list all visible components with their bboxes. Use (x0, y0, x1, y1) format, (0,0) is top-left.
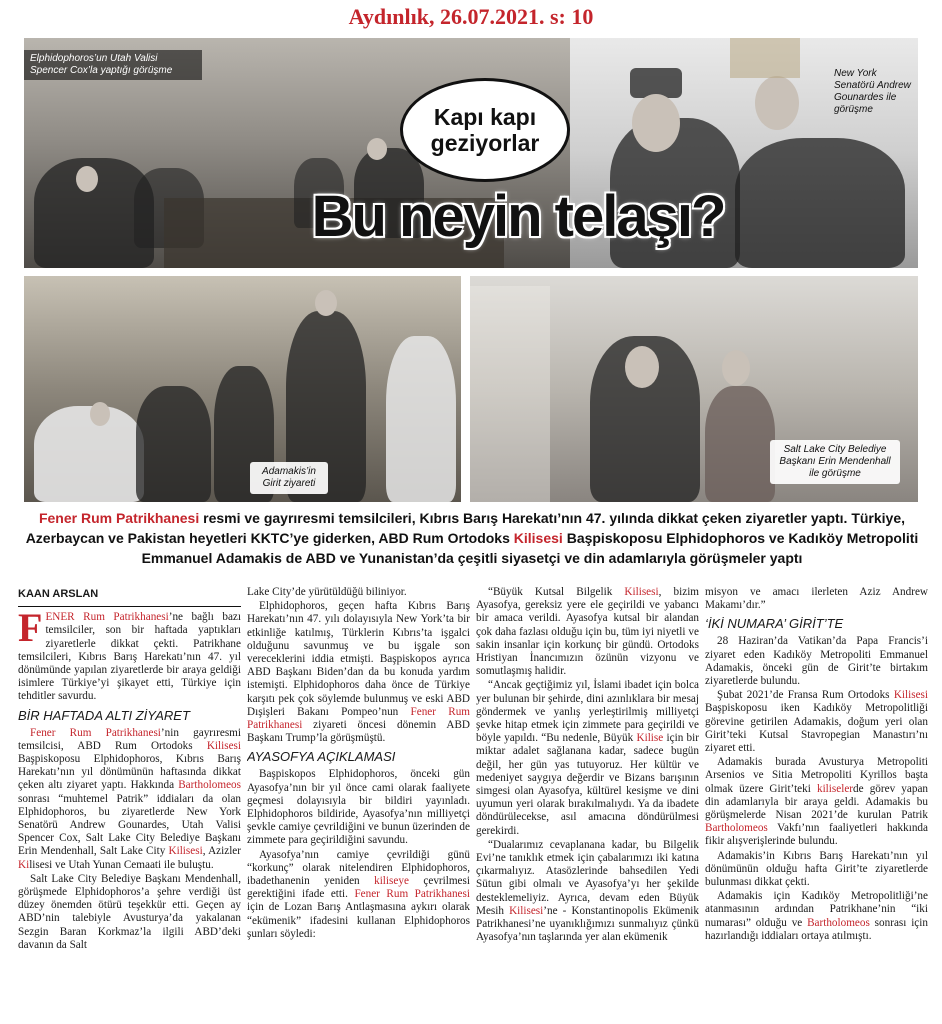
highlight-span: Ki (18, 858, 30, 871)
text-span: Başpiskoposu Elphidophoros, Kıbrıs Barış Harekatı’nın yıl dönümünün haftasında dikkat çeken altı ziyaret yaptı. Hakkında (18, 753, 241, 792)
text-span: Ayasofya’nın camiye çevrildiği günü “korkunç” olarak nitelendiren Elphidophoros, ibadethanenin yeniden (247, 848, 470, 888)
paragraph (18, 727, 241, 872)
caption-utah-governor: Elphidophoros’un Utah Valisi Spencer Cox’la yaptığı görüşme (24, 50, 202, 80)
highlight-span: Kilisesi (509, 904, 544, 917)
text-span: için de Lozan Barış Antlaşmasına aykırı olarak “ekümenik” ifadesini kullanan Elphidophoros şunları söyledi: (247, 901, 470, 940)
drop-cap: F (18, 605, 43, 651)
text-span: “Büyük Kutsal Bilgelik (488, 586, 625, 598)
text-span: Şubat 2021’de Fransa Rum Ortodoks (717, 689, 894, 702)
subheading: ‘İKİ NUMARA’ GİRİT’TE (705, 616, 844, 632)
text-span: Elphidophoros, geçen hafta Kıbrıs Barış Harekatı’nın 47. yılı dolayısıyla New York’ta bir etkinliğe katılmış, Türklerin Kıbrıs’ta işgalci olduğunu savunmuş ve bu işgale son vereceklerini iddia etmişti. Başpiskopos ayrıca ABD Başkanı Biden’dan da bu konuda yardım istemişti. Elphidophoros daha önce de Türkiye karşıtı pek çok söylemde bulunmuş ve eski ABD Dışişleri Bakanı Pompeo’nun (247, 600, 470, 718)
article-column-3 (476, 586, 699, 1024)
paragraph: Lake City’de yürütüldüğü biliniyor. (247, 586, 407, 598)
highlight-span: Bartholomeos (178, 779, 241, 792)
kicker-line-1: Kapı kapı (433, 104, 537, 130)
paragraph (705, 756, 928, 848)
paragraph (247, 600, 470, 745)
byline: KAAN ARSLAN (18, 588, 99, 600)
caption-crete: Adamakis’in Girit ziyareti (250, 462, 328, 494)
paragraph (705, 689, 928, 755)
text-span: ziyareti öncesi dönemin ABD Başkanı Trump’la görüşmüştü. (247, 719, 470, 745)
paragraph (705, 890, 928, 943)
paragraph: Salt Lake City Belediye Başkanı Mendenhall, görüşmede Elphidophoros’a şehre verdiği üst düzey önemden ötürü teşekkür etti. Geçen ay ABD’nin talebiyle Avusturya’da yakalanan Sezgin Baran Korkmaz’la ilgili ABD’deki davanın da Salt (18, 872, 241, 951)
article-column-2 (247, 586, 470, 1024)
highlight-span: Fener Rum Patrikhanesi (30, 726, 161, 739)
paragraph (18, 605, 241, 703)
paragraph: 28 Haziran’da Vatikan’da Papa Francis’i ziyaret eden Kadıköy Metropoliti Emmanuel Adamakis, önceki gün de Girit’te birtakım ziyaretlerde bulundu. (705, 635, 928, 688)
text-span: “Dualarımız cevaplanana kadar, bu Bilgelik Evi’ne tanıklık etmek için çabalarımızı iki katına çıkarmalıyız. Atasözlerinde bahsedilen Yedi Sütun gibi olmalı ve Ayasofya’yı her şekilde desteklemeliyiz. Ayrıca, devam eden Büyük Mesih (476, 838, 699, 917)
highlight-span: Kilisesi (206, 739, 241, 752)
paragraph (476, 679, 699, 837)
article-column-4 (705, 586, 928, 1024)
text-span: için bir miktar adalet sağlanana kadar, sadece bugün değil, her gün yas tutuyoruz. Her kültür ve medeniyet saygıya değerdir ve Bizans barışının simgesi olan Ayasofya, kültürel kesişme ve dini uyumun yeri olarak bırakılmalıydı. Ya da ibadete döndürülecekse, asıl amacına döndürülmesi gerekirdi. (476, 732, 699, 837)
caption-mayor: Salt Lake City Belediye Başkanı Erin Mendenhall ile görüşme (770, 440, 900, 484)
text-span: , Azizler (202, 845, 241, 858)
caption-senator: New York Senatörü Andrew Gounardes ile görüşme (834, 68, 911, 115)
text-span: Adamakis için Kadıköy Metropolitliği’ne atanmasının ardından Patrikhane’nin “iki numarası” olduğu ve (705, 890, 928, 929)
photo-crete-visit (24, 276, 461, 502)
spot-text-2: Başpiskoposu Elphidophoros ve Kadıköy Metropoliti Emmanuel Adamakis de ABD ve Yunanistan’da çeşitli siyasetçi ve din adamlarıyla görüşmeler yaptı (141, 530, 919, 566)
newspaper-source-header: Aydınlık, 26.07.2021. s: 10 (348, 4, 594, 29)
highlight-span: Bartholomeos (807, 916, 870, 929)
spot-highlight-church: Kilisesi (513, 530, 563, 546)
paragraph (247, 849, 470, 941)
text-span: , bizim Ayasofya, gereksiz yere ele geçirildi ve yabancı bir amaca verildi. Ayasofya kutsal bir alandan çok daha fazlası olduğu için bu, tüm iyi niyetli ve sakin insanlar için korkunç bir gündü. Ortodoks Hristiyan İnancımızın özünün vizyonu ve somutlaşmış halidir. (476, 586, 699, 678)
highlight-span: Rum Patrikhanesi (83, 611, 169, 624)
text-span: Adamakis burada Avusturya Metropoliti Arsenios ve Sitia Metropoliti Kyrillos başta olmak üzere Girit’teki (705, 756, 928, 795)
text-span: ’ne bağlı bazı temsilciler, son bir haftada yaptıkları ziyaretlerle dikkat çekti. Patrikhane temsilcileri, Kıbrıs Barış Harekatı’nın 47. yıl dönümünde yapılan ziyaretlerde bir araya geldiği isimlere Türkiye’yi şikayet etti, Türkiye için tehditler savurdu. (18, 611, 241, 703)
text-span: sonrası “muhtemel Patrik” iddiaları da olan Elphidophoros, bu ziyaretlerde New York Senatörü Andrew Gounardes, Utah Valisi Spencer Cox, Salt Lake City Belediye Başkanı Erin Mendenhall, Salt Lake City (18, 792, 241, 858)
paragraph: Başpiskopos Elphidophoros, önceki gün Ayasofya’nın bir yıl önce cami olarak faaliyete geçmesi dolayısıyla bir bildiri yayınladı. Elphidophoros bildiride, Ayasofya’nın milliyetçi şevkle camiye çevrildiğini ve bunun üzerinden de zimmete para geçirildiğini savundu. (247, 768, 470, 847)
highlight-span: Bartholomeos (705, 822, 768, 835)
highlight-span: Kilisesi (168, 845, 203, 858)
byline-divider (18, 606, 241, 607)
kicker-line-2: geziyorlar (430, 130, 540, 156)
highlight-span: kiliseler (816, 782, 854, 795)
highlight-span: Fener Rum Patrikhanesi (354, 888, 470, 901)
text-span: “Ancak geçtiğimiz yıl, İslami ibadet için bolca yer bulunan bir şehirde, dini azınlıklara bir mesaj göndermek ve yanlış yerleştirilmiş milliyetçi şevke hitap etmek için zimmete para geçirildi ve böyle yapıldı. “Bu nedenle, Büyük (476, 679, 699, 745)
text-span: lisesi ve Utah Yunan Cemaati ile buluştu. (29, 858, 214, 871)
highlight-span: Fener Rum Patrikhanesi (247, 705, 470, 732)
spot-deck (22, 508, 922, 568)
speech-bubble-kicker (400, 78, 570, 182)
article-body (18, 586, 926, 1024)
paragraph (476, 586, 699, 678)
subheading: BİR HAFTADA ALTI ZİYARET (18, 707, 190, 723)
spot-text-1: resmi ve gayrıresmi temsilcileri, Kıbrıs Barış Harekatı’nın 47. yılında dikkat çeken ziyaretler yaptı. Türkiye, Azerbaycan ve Pakistan heyetleri KKTC’ye giderken, ABD Rum Ortodoks (25, 510, 906, 546)
paragraph (476, 839, 699, 945)
spot-highlight-patriarchate: Fener Rum Patrikhanesi (38, 510, 200, 526)
text-span: ’ne - Konstantinopolis Ekümenik Patrikhanesi’ne uyanıklığımızı sunmalıyız çünkü Ayasofya’nın taşlarında yer alan ekümenik (476, 904, 699, 944)
highlight-span: Kilisesi (893, 689, 928, 702)
text-span: ’nin gayrıresmi temsilcisi, ABD Rum Ortodoks (18, 726, 241, 752)
text-span: Vakfı’nın faaliyetleri hakkında fikir alışverişlerinde bulundu. (705, 822, 928, 848)
text-span: sonrası için hazırlandığı iddiaları ortaya atılmıştı. (705, 916, 928, 942)
highlight-span: kiliseye (374, 875, 409, 888)
paragraph: Adamakis’in Kıbrıs Barış Harekatı’nın yıl dönümünün olduğu hafta Girit’te ziyaretlerde bulunması dikkat çekti. (705, 849, 928, 889)
text-span: çevrilmesi gerektiğini ifade etti. (247, 875, 470, 901)
article-column-1 (18, 586, 241, 1024)
text-span: de görev yapan din adamlarıyla bir araya geldi. Adamakis bu görüşmelerde Nisan 2021’de kurulan Patrik (705, 782, 928, 822)
main-headline: Bu neyin telaşı? (311, 184, 725, 249)
highlight-span: Kilise (636, 732, 664, 745)
text-span: Başpiskoposu iken Kadıköy Metropolitliği görevine getirilen Adamakis, doğum yeri olan Girit’teki Kutsal Stavropegian Manastırı’nı ziyaret etti. (705, 702, 928, 755)
paragraph: misyon ve amacı ilerleten Aziz Andrew Makamı’dır.” (705, 586, 928, 612)
text-span: ENER (45, 611, 84, 624)
subheading: AYASOFYA AÇIKLAMASI (247, 749, 396, 765)
highlight-span: Kilisesi (624, 586, 659, 598)
